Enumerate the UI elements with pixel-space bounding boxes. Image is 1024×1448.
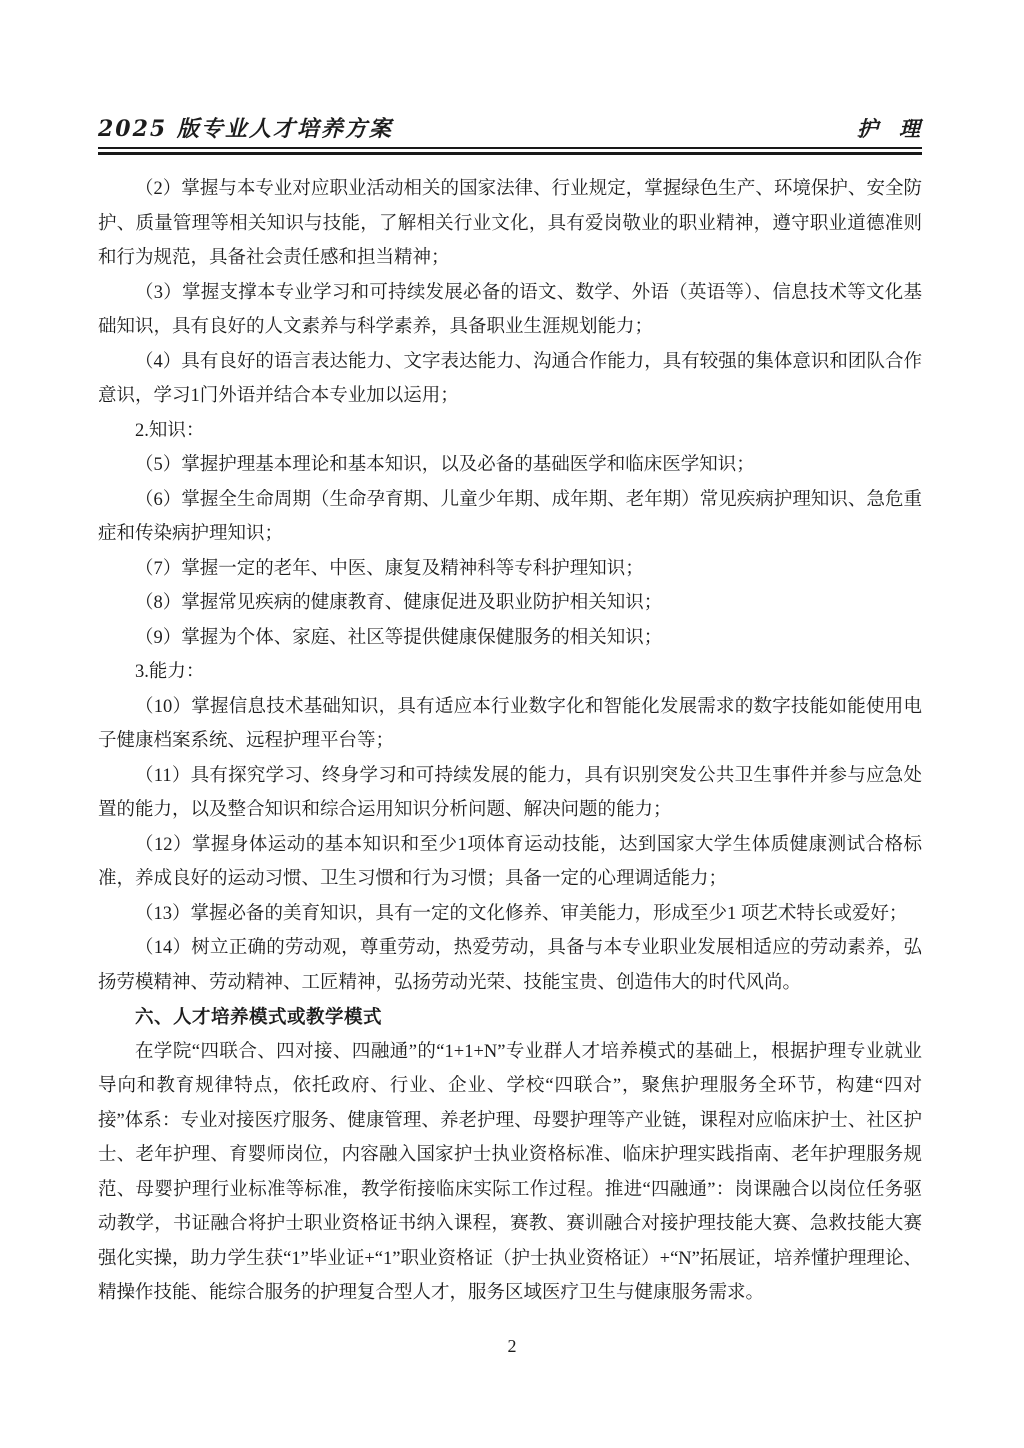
requirement-item-9: （9）掌握为个体、家庭、社区等提供健康保健服务的相关知识； [135,627,663,648]
requirement-item-13: （13）掌握必备的美育知识，具有一定的文化修养、审美能力，形成至少1 项艺术特长或爱好； [135,903,908,924]
page-footer [0,1334,1024,1358]
page-number: 2 [507,1336,517,1356]
subheading-knowledge: 2.知识： [135,420,205,441]
requirement-item-5: （5）掌握护理基本理论和基本知识，以及必备的基础医学和临床医学知识； [135,455,755,475]
requirement-item-4: （4）具有良好的语言表达能力、文字表达能力、沟通合作能力，具有较强的集体意识和团队合作意识，学习1门外语并结合本专业加以运用； [98,351,922,406]
requirement-item-8: （8）掌握常见疾病的健康教育、健康促进及职业防护相关知识； [135,593,663,613]
header-divider-rule [98,147,922,155]
requirement-item-14: （14）树立正确的劳动观，尊重劳动，热爱劳动，具备与本专业职业发展相适应的劳动素养，弘扬劳模精神、劳动精神、工匠精神，弘扬劳动光荣、技能宝贵、创造伟大的时代风尚。 [98,938,922,993]
header-right-title: 护 理 [857,116,920,141]
requirement-item-10: （10）掌握信息技术基础知识，具有适应本行业数字化和智能化发展需求的数字技能如能使用电子健康档案系统、远程护理平台等； [98,696,922,751]
requirement-item-3: （3）掌握支撑本专业学习和可持续发展必备的语文、数学、外语（英语等）、信息技术等文化基础知识，具有良好的人文素养与科学素养，具备职业生涯规划能力； [98,282,922,337]
section-heading-training-mode: 六、人才培养模式或教学模式 [135,1006,383,1027]
requirement-item-12: （12）掌握身体运动的基本知识和至少1项体育运动技能，达到国家大学生体质健康测试合格标准，养成良好的运动习惯、卫生习惯和行为习惯；具备一定的心理调适能力； [98,834,922,889]
subheading-ability: 3.能力： [135,662,205,682]
requirement-item-7: （7）掌握一定的老年、中医、康复及精神科等专科护理知识； [135,558,644,579]
requirement-item-11: （11）具有探究学习、终身学习和可持续发展的能力，具有识别突发公共卫生事件并参与应急处置的能力，以及整合知识和综合运用知识分析问题、解决问题的能力； [98,765,922,820]
requirement-item-6: （6）掌握全生命周期（生命孕育期、儿童少年期、成年期、老年期）常见疾病护理知识、急危重症和传染病护理知识； [98,489,922,544]
requirement-item-2: （2）掌握与本专业对应职业活动相关的国家法律、行业规定，掌握绿色生产、环境保护、安全防护、质量管理等相关知识与技能，了解相关行业文化，具有爱岗敬业的职业精神，遵守职业道德准则和行为规范，具备社会责任感和担当精神； [98,179,922,268]
header-left-title: 2025 版专业人才培养方案 [98,116,393,142]
training-mode-paragraph: 在学院“四联合、四对接、四融通”的“1+1+N”专业群人才培养模式的基础上，根据护理专业就业导向和教育规律特点，依托政府、行业、企业、学校“四联合”，聚焦护理服务全环节，构建“四对接”体系：专业对接医疗服务、健康管理、养老护理、母婴护理等产业链，课程对应临床护士、社区护士、老年护理、育婴师岗位，内容融入国家护士执业资格标准、临床护理实践指南、老年护理服务规范、母婴护理行业标准等标准，教学衔接临床实际工作过程。推进“四融通”：岗课融合以岗位任务驱动教学，书证融合将护士职业资格证书纳入课程，赛教、赛训融合对接护理技能大赛、急救技能大赛强化实操，助力学生获“1”毕业证+“1”职业资格证（护士执业资格证）+“N”拓展证，培养懂护理理论、精操作技能、能综合服务的护理复合型人才，服务区域医疗卫生与健康服务需求。 [98,1041,922,1303]
page-header [98,116,922,142]
document-body [98,172,922,1311]
